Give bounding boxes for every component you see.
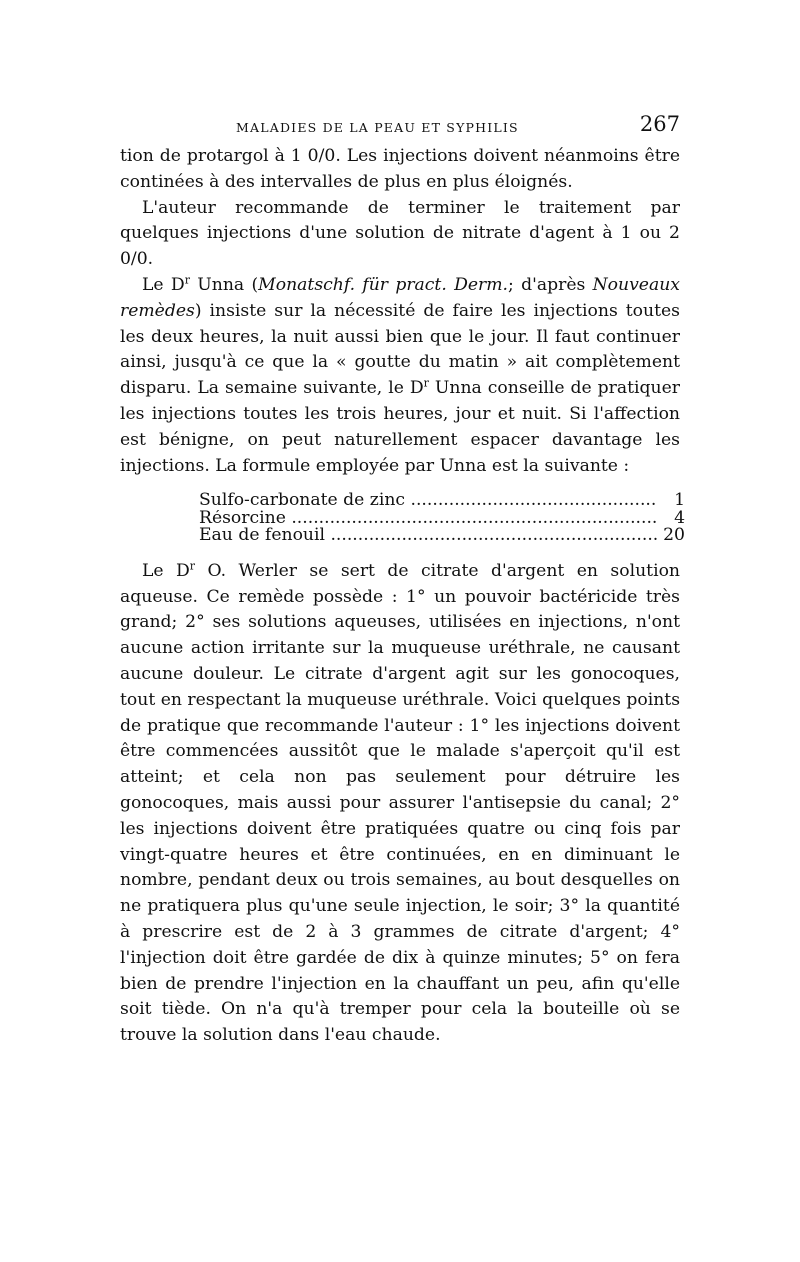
journal-citation: Monatschf. für pract. Derm.: [258, 274, 509, 295]
formula-quantity: 20: [663, 525, 685, 546]
formula-row: [199, 492, 685, 510]
unna-mid-1: Unna (: [189, 274, 259, 295]
unna-prefix: Le D: [142, 274, 185, 295]
formula-row: [199, 527, 685, 545]
book-page: [120, 112, 685, 1049]
unna-body: ) insiste sur la nécessité de faire les injections toutes les deux heures, la nuit aussi bien que le jour. Il faut continuer ainsi, jusqu'à ce que la « goutte du matin » ait complètement disparu. La semaine suivante, le D: [120, 300, 680, 399]
formula-ingredient: Résorcine .....: [199, 510, 657, 528]
paragraph-unna: [120, 273, 680, 479]
paragraph-continuation: tion de protargol à 1 0/0. Les injections doivent néanmoins être continées à des intervalles de plus en plus éloignés.: [120, 146, 680, 192]
formula-row: [199, 507, 685, 528]
book-citation: Nouveaux remèdes: [120, 274, 680, 321]
formula-quantity: 4: [674, 507, 685, 528]
formula-ingredient: Sulfo-carbonate de zinc .....: [199, 492, 657, 510]
werler-prefix: Le D: [142, 560, 190, 581]
doctor-abbrev-sup-2: r: [423, 376, 429, 390]
paragraph-werler: [120, 559, 680, 1049]
doctor-abbrev-sup-3: r: [189, 559, 196, 573]
werler-body: O. Werler se sert de citrate d'argent en solution aqueuse. Ce remède possède : 1° un pouvoir bactéricide très grand; 2° ses solutions aqueuses, utilisées en injections, n'ont aucune action irritante sur la muqueuse uréthrale, ne causant aucune douleur. Le citrate d'argent agit sur les gonocoques, tout en respectant la muqueuse uréthrale. Voici quelques points de pratique que recommande l'auteur : 1° les injections doivent être commencées aussitôt que le malade s'aperçoit qu'il est atteint; et cela non pas seulement pour détruire les gonocoques, mais aussi pour assurer l'antisepsie du canal; 2° les injections doivent être pratiquées quatre ou cinq fois par vingt-quatre heures et être continuées, en en diminuant le nombre, pendant deux ou trois semaines, au bout desquelles on ne pratiquera plus qu'une seule injection, le soir; 3° la quantité à prescrire est de 2 à 3 grammes de citrate d'argent; 4° l'injection doit être gardée de dix à quinze minutes; 5° on fera bien de prendre l'injection en la chauffant un peu, afin qu'elle soit tiède. On n'a qu'à tremper pour cela la bouteille où se trouve la solution dans l'eau chaude.: [120, 560, 681, 1046]
formula-quantity: 1: [674, 490, 685, 511]
formula-ingredient: Eau de fenouil .....: [199, 527, 657, 545]
doctor-abbrev-sup: r: [184, 273, 190, 287]
unna-mid-2: ; d'après: [508, 274, 593, 295]
formula-table: [199, 492, 685, 545]
running-title: MALADIES DE LA PEAU ET SYPHILIS: [236, 120, 519, 135]
unna-tail: Unna conseille de pratiquer les injections toutes les trois heures, jour et nuit. Si l'affection est bénigne, on peut naturellement espacer davantage les injections. La formule employée par Unna est la suivante :: [120, 378, 680, 476]
body-text: [120, 144, 685, 1049]
paragraph-auteur-recommande: L'auteur recommande de terminer le traitement par quelques injections d'une solution de nitrate d'agent à 1 ou 2 0/0.: [120, 197, 680, 270]
running-header: [120, 112, 680, 144]
page-number: 267: [639, 112, 680, 136]
